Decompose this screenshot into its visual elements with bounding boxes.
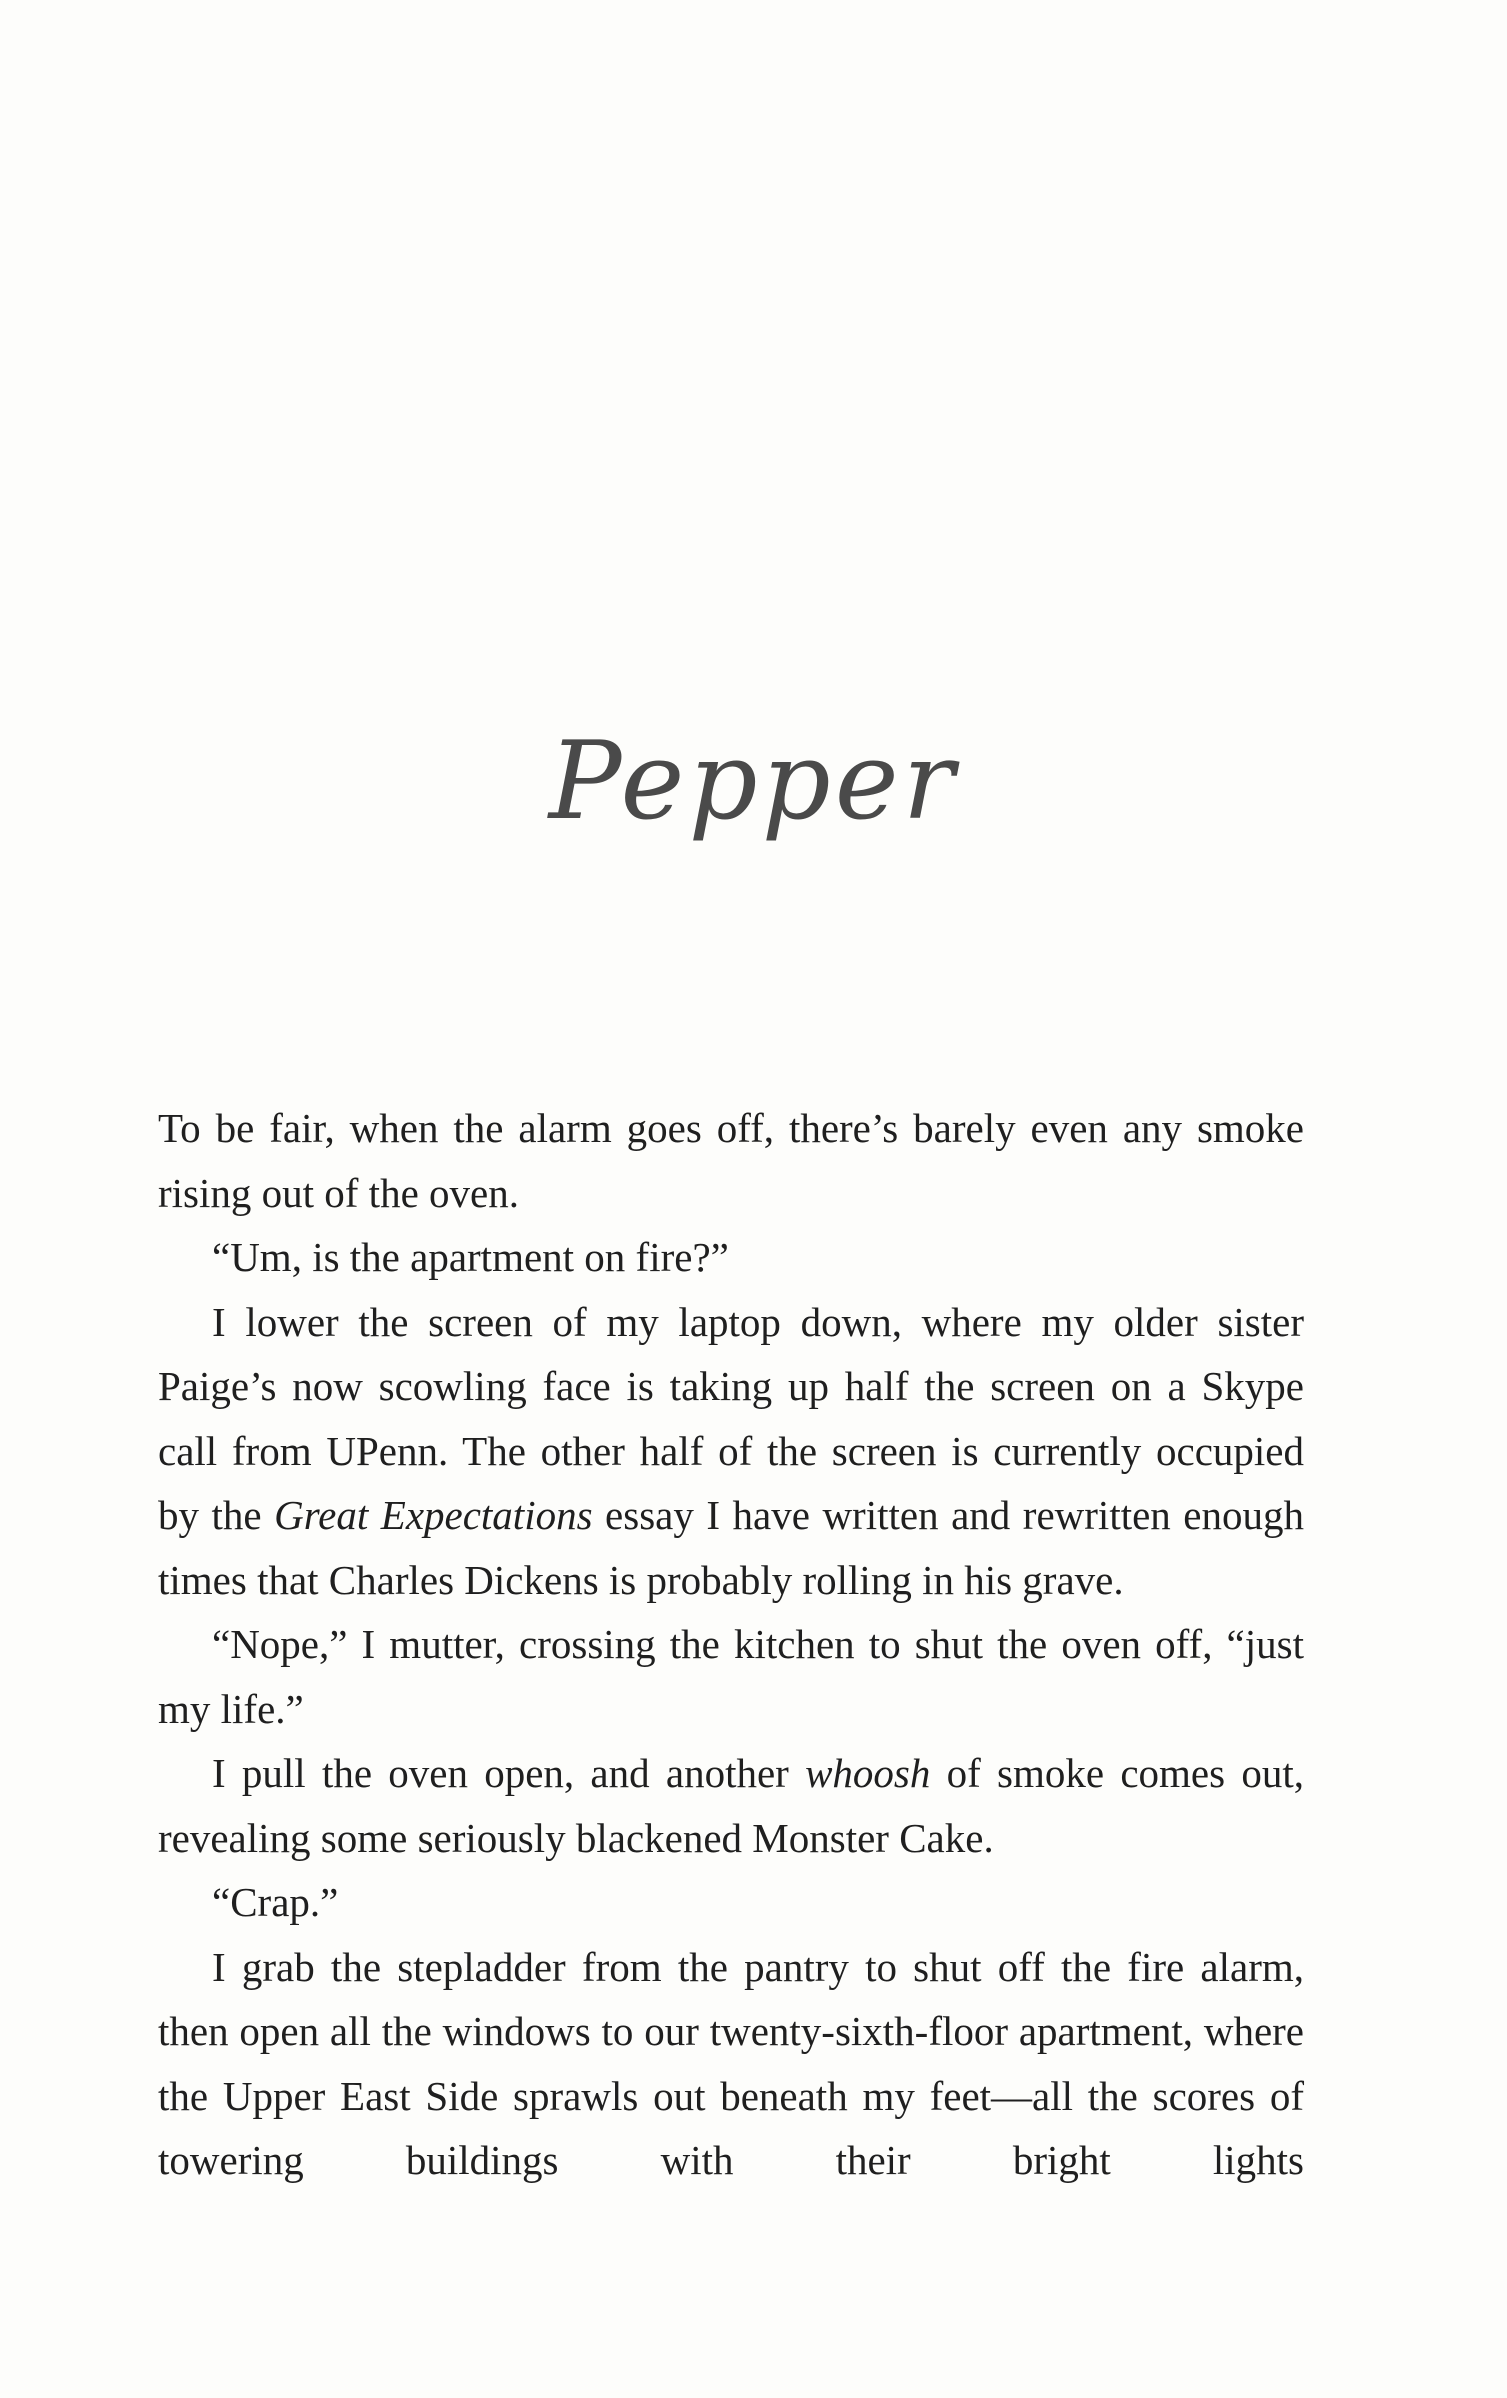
paragraph bbox=[158, 1612, 1304, 1741]
italic-word: whoosh bbox=[805, 1750, 931, 1796]
text-segment: essay I have written and rewritten enough times that Charles Dickens is probably rolling in his grave. bbox=[158, 1492, 1305, 1603]
paragraph bbox=[158, 1870, 1304, 1935]
paragraph bbox=[158, 1741, 1304, 1870]
text-segment: of smoke comes out, revealing some seriously blackened Monster Cake. bbox=[158, 1750, 1304, 1861]
text-segment: “Nope,” I mutter, crossing the kitchen to shut the oven off, “just my life.” bbox=[158, 1621, 1304, 1732]
text-segment: “Crap.” bbox=[212, 1879, 339, 1925]
paragraph bbox=[158, 1096, 1304, 1225]
text-segment: To be fair, when the alarm goes off, there’s barely even any smoke rising out of the oven. bbox=[158, 1105, 1304, 1216]
text-segment: “Um, is the apartment on fire?” bbox=[212, 1234, 729, 1280]
text-segment: I pull the oven open, and another bbox=[212, 1750, 806, 1796]
italic-title: Great Expectations bbox=[274, 1492, 593, 1538]
paragraph bbox=[158, 1290, 1304, 1613]
paragraph bbox=[158, 1935, 1304, 2193]
paragraph bbox=[158, 1225, 1304, 1290]
text-segment: I grab the stepladder from the pantry to shut off the fire alarm, then open all the windows to our twenty-sixth-floor apartment, where the Upper East Side sprawls out beneath my feet—all the scores of towering buildings with their bright lights bbox=[158, 1943, 1304, 2183]
text-segment: I lower the screen of my laptop down, where my older sister Paige’s now scowling face is taking up half the screen on a Skype call from UPenn. The other half of the screen is currently occupied by the bbox=[158, 1298, 1304, 1538]
body-text bbox=[158, 1096, 1304, 2193]
chapter-title: Pepper bbox=[548, 719, 959, 844]
